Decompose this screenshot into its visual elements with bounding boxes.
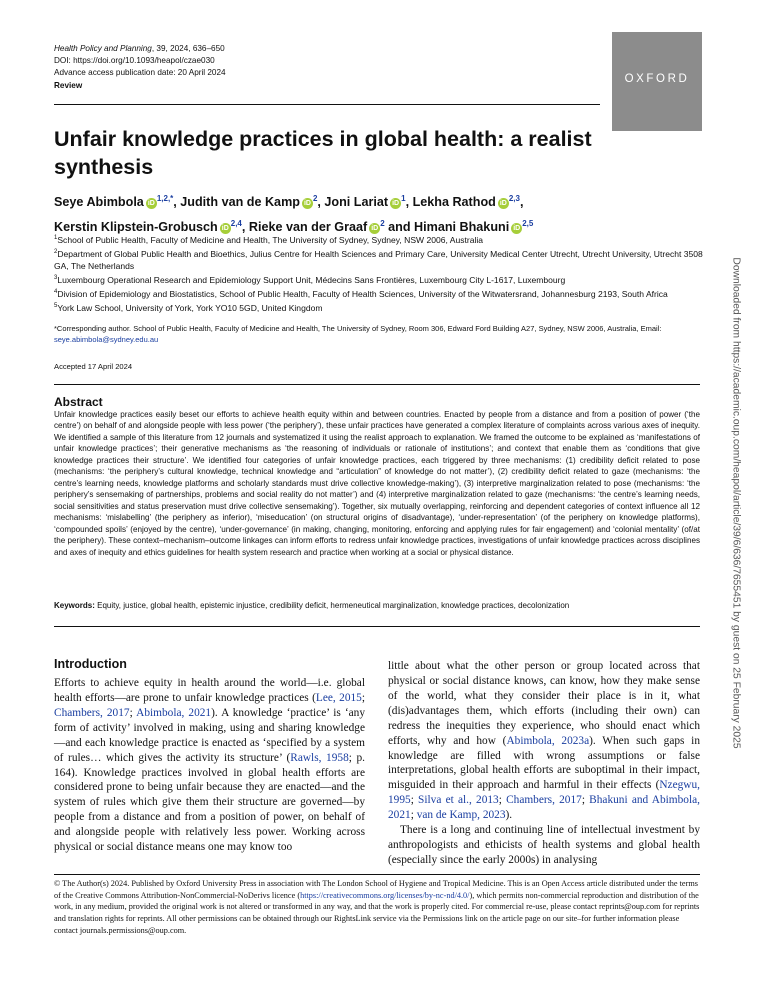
citation: , 39, 2024, 636–650 [151,44,225,53]
orcid-icon[interactable]: iD [221,225,229,232]
affiliation-item [54,246,704,272]
accepted-date: Accepted 17 April 2024 [54,362,133,371]
affiliation-text: Department of Global Public Health and Bioethics, Julius Centre for Health Sciences and Primary Care, University Medical Center Utrecht, Utrecht University, Utrecht 3508 GA, The Netherlands [54,249,703,272]
citation-link[interactable]: Chambers, 2017 [54,706,130,719]
citation-link[interactable]: Chambers, 2017 [506,794,582,807]
body-text: ), which permits non-commercial reproduction and distribution of the work, in any medium, provided the original work is not altered or transformed in any way, and that the work is properly cited. For commercial re-use, please contact reprints@oup.com for reprints and translation rights for reprints. All other permissions can be obtained through our RightsLink service via the Permissions link on the article page on our site–for further information please contact journals.permissions@oup.com. [54,890,700,935]
footer-divider [54,874,700,875]
intro-column-left [54,676,365,855]
article-meta [54,43,226,92]
keywords-text: Equity, justice, global health, epistemic injustice, credibility deficit, hermeneutical marginalization, knowledge practices, decolonization [97,601,570,610]
author-affiliation-marker[interactable]: 2 [380,219,385,228]
corresponding-text: *Corresponding author. School of Public Health, Faculty of Medicine and Health, The University of Sydney, Room 306, Edward Ford Building A27, Sydney, NSW 2006, Australia, Email: [54,324,662,333]
affiliations [54,232,704,315]
header-divider [54,104,600,105]
body-text: ; [129,706,137,719]
body-text: ; [410,794,419,807]
author-name[interactable]: Rieke van der Graaf [248,220,368,234]
abstract-heading: Abstract [54,395,103,409]
author-list: Seye Abimbola $iD^{1,2,*}$, Judith van de Kamp $iD^2$, Joni Lariat $iD^1$, Lekha Rathod iD$^{2,3}$, Kerstin Klipstein-Grobusch iD$^{2,4}$, Rieke van der Graaf $iD^2$ and Himani Bhakuni iD$^{2,5}$ [54,194,534,234]
orcid-icon[interactable]: iD [499,200,507,207]
affiliation-number: 3 [54,275,58,282]
corresponding-author [54,323,704,346]
affiliation-item [54,272,704,286]
affiliation-item [54,286,704,300]
citation-link[interactable]: Abimbola, 2021 [136,706,212,719]
advance-access-date: Advance access publication date: 20 April 2024 [54,68,226,78]
body-text: © The Author(s) 2024. Published by Oxford University Press in association with The London School of Hygiene and Tropical Medicine. This is an Open Access article distributed under the terms of the Creative Commons Attribution-NonCommercial-NoDerivs licence ( [54,879,698,900]
article-title: Unfair knowledge practices in global health: a realist synthesis [54,127,592,179]
citation-link[interactable]: van de Kamp, 2023 [416,809,506,822]
keywords-divider [54,626,700,627]
abstract-divider [54,384,700,385]
affiliation-text: Luxembourg Operational Research and Epidemiology Support Unit, Médecins Sans Frontières, Luxembourg City L-1617, Luxembourg [57,275,566,286]
author-name[interactable]: Joni Lariat [324,195,389,209]
intro-paragraph-2: There is a long and continuing line of intellectual investment by anthropologists and ethicists of health systems and global health (especially since the early 2000s) in analysing [388,824,700,866]
affiliation-number: 1 [54,235,58,241]
author-name[interactable]: Seye Abimbola [54,195,144,209]
body-text: ; [410,809,417,822]
keywords [54,601,700,610]
body-text: ). When such gaps in knowledge are filled with wrong assumptions or false interpretations, global health efforts are suboptimal in their impact, misguided in their approach and harmful in their effects ( [388,734,701,792]
affiliation-item [54,300,704,314]
orcid-icon[interactable]: iD [513,225,521,232]
article-type: Review [54,80,83,90]
side-note-text: Downloaded from https://academic.oup.com/heapol/article/39/6/636/7655451 by guest on 25 February 2025 [730,257,742,749]
journal-name: Health Policy and Planning [54,44,152,53]
intro-column-right [388,659,700,868]
download-side-note [728,258,744,748]
affiliation-number: 2 [54,249,58,256]
affiliation-text: Division of Epidemiology and Biostatistics, School of Public Health, Faculty of Health Sciences, University of the Witwatersrand, Johannesburg 2193, South Africa [57,289,668,300]
author-affiliation-marker[interactable]: 2,4 [230,219,242,228]
copyright-footer [54,878,704,937]
orcid-icon[interactable]: iD [371,225,379,232]
citation-link[interactable]: Abimbola, 2023a [506,734,590,747]
author-affiliation-marker[interactable]: 2,5 [522,219,534,228]
corresponding-email-link[interactable]: seye.abimbola@sydney.edu.au [54,335,159,345]
body-text: ; [498,794,507,807]
body-text: ; [361,691,365,704]
author-affiliation-marker[interactable]: 2,3 [508,194,520,203]
abstract-text: Unfair knowledge practices easily beset our efforts to achieve health equity within and between countries. Enacted by people from a distance and from a position of power (‘the centre’) on behalf of and alongside people with less power (‘the periphery’), these unfair practices have generated a complex literature of complaints across various axes of inequity. We identified a sample of this literature from 12 journals and systematized it using the realist approach to explanation. We framed the outcome to be explained as ‘manifestations of unfair knowledge practices’; their generative mechanisms as ‘the reasoning of individuals or rationale of institutions’; and context that enable them as ‘conditions that give knowledge practices their structure’. We identified four categories of unfair knowledge practices, each triggered by three mechanisms: (1) credibility deficit related to pose (mechanisms: ‘the periphery’s cultural knowledge, technical knowledge and “articulation” of knowledge do not matter’), (2) credibility deficit related to gaze (mechanisms: ‘the centre’s learning needs, knowledge platforms and scholarly standards must drive collective knowledge-making’), (3) interpretive marginalization related to pose (mechanisms: ‘the periphery’s sensemaking of partnerships, problems and social reality do not matter’) and (4) interpretive marginalization related to gaze (mechanisms: ‘the centre’s learning needs, social sensitivities and status preservation must drive collective sensemaking’). Together, six mutually overlapping, reinforcing and dependent categories of context influence all 12 mechanisms: ‘mislabelling’ (the periphery as inferior), ‘miseducation’ (on structural origins of disadvantage), ‘under-representation’ (of the periphery on knowledge platforms), ‘compounded spoils’ (enjoyed by the centre), ‘under-governance’ (in making, changing, monitoring, enforcing and applying rules for fair engagement) and ‘colonial mentality’ (of/at the periphery). These context–mechanism–outcome linkages can inform efforts to redress unfair knowledge practices, investigations of unfair knowledge practices across disciplines and axes of inequity and ethics guidelines for health system research and practice when working at a social or physical distance. [54,410,700,557]
body-text: ; [581,794,590,807]
oxford-logo[interactable] [612,32,702,131]
author-name[interactable]: Lekha Rathod [412,195,496,209]
keywords-label: Keywords: [54,601,95,610]
body-text: ). [505,809,513,822]
introduction-heading: Introduction [54,657,127,671]
orcid-icon[interactable]: iD [392,200,400,207]
affiliation-number: 5 [54,303,58,310]
author-name[interactable]: Himani Bhakuni [414,220,510,234]
citation-link[interactable]: Nzegwu, 1995 [388,779,700,807]
affiliation-text: York Law School, University of York, York YO10 5GD, United Kingdom [57,303,323,314]
affiliation-text: School of Public Health, Faculty of Medicine and Health, The University of Sydney, Sydney, NSW 2006, Australia [57,235,484,245]
orcid-icon[interactable]: iD [303,200,311,207]
citation-link[interactable]: Silva et al., 2013 [418,794,499,807]
logo-text: OXFORD [624,73,690,85]
affiliation-item [54,232,704,246]
citation-link[interactable]: https://creativecommons.org/licenses/by-nc-nd/4.0/ [300,890,470,900]
intro-paragraph [388,659,700,823]
citation-link[interactable]: Bhakuni and Abimbola, 2021 [388,794,700,822]
author-affiliation-marker[interactable]: 2 [312,194,318,203]
orcid-icon[interactable]: iD [147,200,155,207]
doi[interactable]: DOI: https://doi.org/10.1093/heapol/czae030 [54,56,215,66]
citation-link[interactable]: Lee, 2015 [315,691,362,704]
citation-link[interactable]: Rawls, 1958 [290,751,349,764]
affiliation-number: 4 [54,289,58,296]
author-affiliation-marker[interactable]: 1,2,* [156,194,174,203]
author-name[interactable]: Kerstin Klipstein-Grobusch [54,220,218,234]
body-text: ; p. 164). Knowledge practices involved in global health efforts are considered prone to being unfair because they are enacted—and the system of rules which give them their structure are governed—by people from a distance and from a position of power, on behalf of and alongside people with relatively less power. Working across physical or social distance means one may know too [54,751,366,854]
body-text: little about what the other person or group located across that physical or social distance knows, can know, how they make sense of the world, what they consider their place is in it, what (dis)advantages them, which efforts (including their own) can redress the inequities they experience, who should enact which efforts, why and how ( [388,660,700,747]
author-name[interactable]: Judith van de Kamp [180,195,300,209]
author-affiliation-marker[interactable]: 1 [401,194,406,203]
body-text: Efforts to achieve equity in health around the world—i.e. global health efforts—are prone to unfair knowledge practices ( [54,677,365,704]
body-text: ). A knowledge ‘practice’ is ‘any form of activity’ involved in making, using and sharing knowledge—and each knowledge practice is enacted as ‘specified by a system of rules… which gives the activity its structure’ ( [54,706,365,764]
